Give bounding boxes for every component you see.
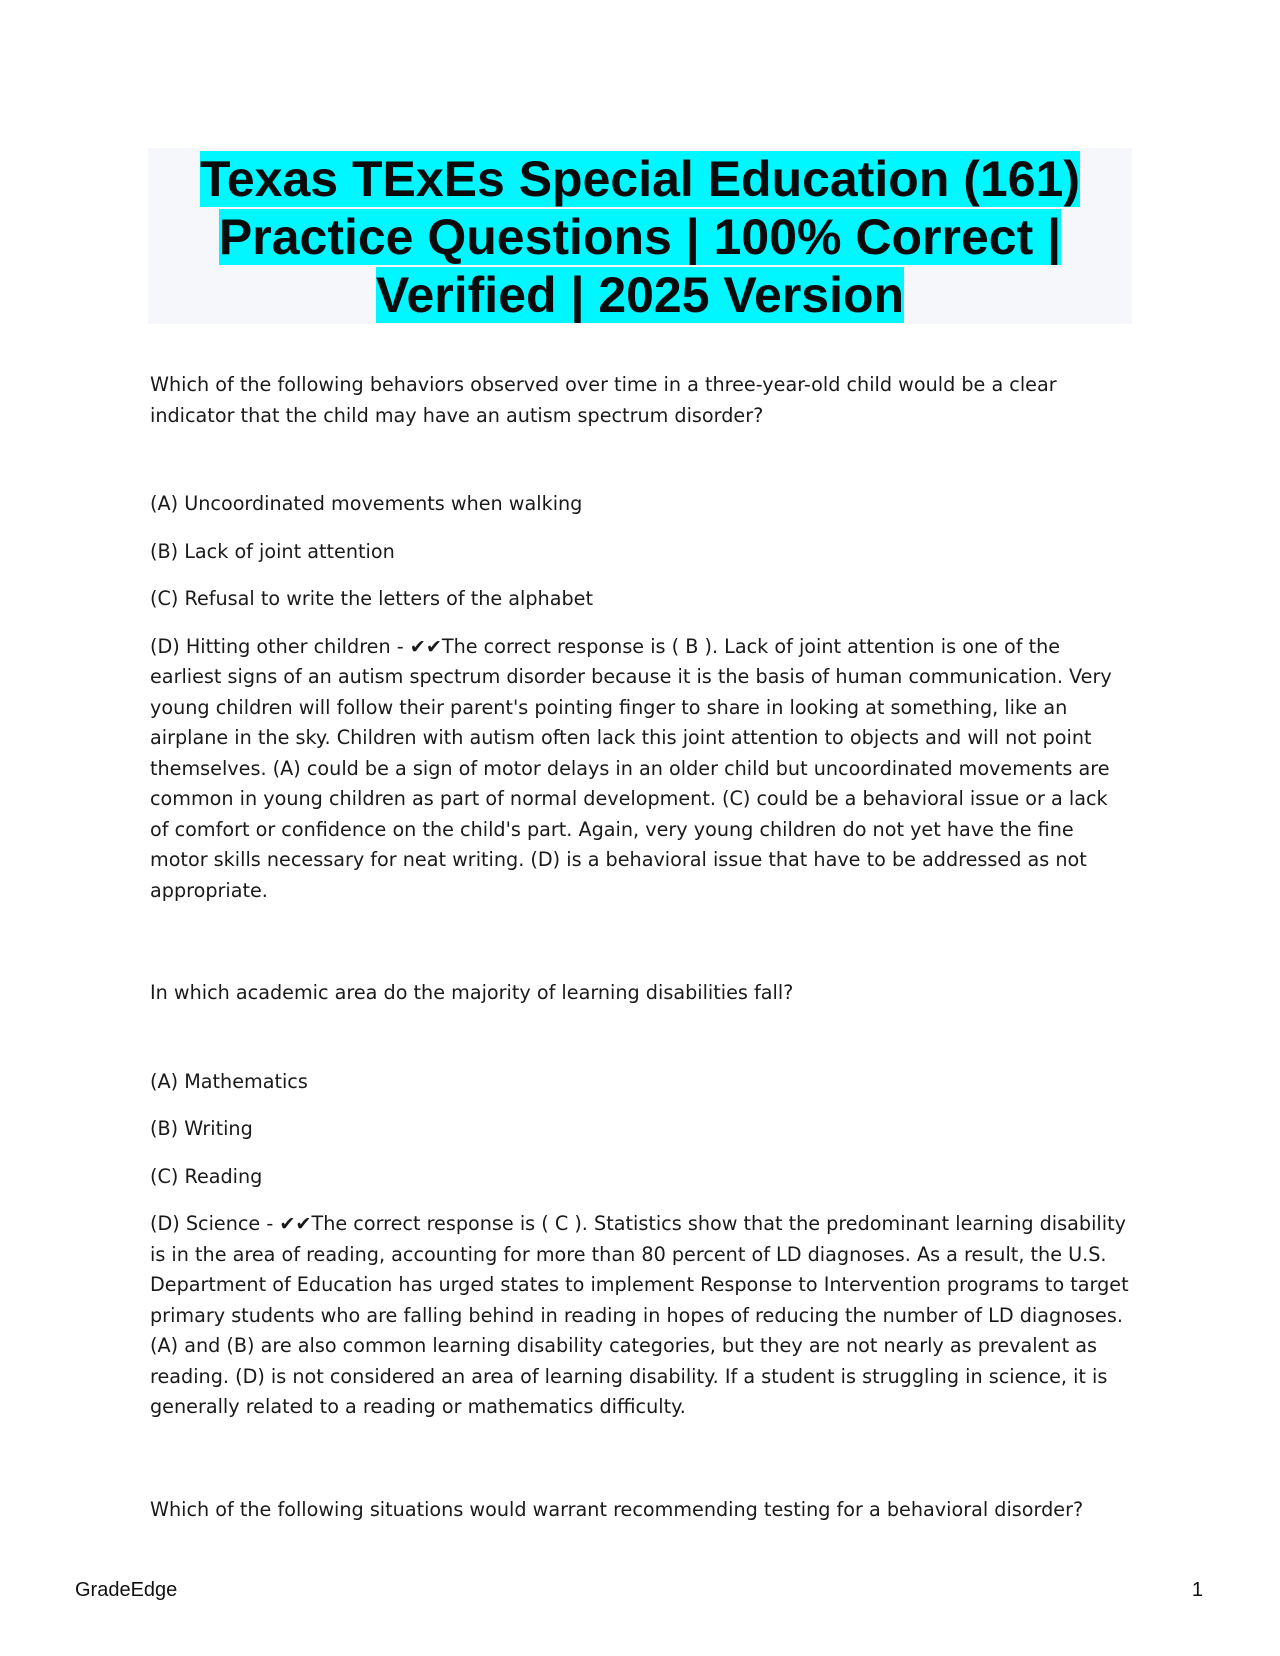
question-2-option-b: (B) Writing	[150, 1117, 253, 1140]
document-title	[148, 148, 1132, 324]
title-line-1: Texas TExEs Special Education (161)	[200, 151, 1080, 207]
question-1-text: Which of the following behaviors observed over time in a three-year-old child would be a clear indicator that the child may have an autism spectrum disorder?	[150, 373, 1057, 427]
question-2-text: In which academic area do the majority of learning disabilities fall?	[150, 981, 794, 1004]
document-body	[150, 370, 1130, 1525]
footer-brand: GradeEdge	[75, 1579, 178, 1601]
question-2-option-c: (C) Reading	[150, 1164, 263, 1188]
title-line-3: Verified | 2025 Version	[375, 267, 905, 323]
question-1-option-a: (A) Uncoordinated movements when walking	[150, 492, 583, 515]
spacer	[150, 906, 1130, 978]
spacer	[150, 1423, 1130, 1495]
question-1-answer: (D) Hitting other children - ✔✔The correct response is ( B ). Lack of joint attention is one of the earliest signs of an autism spectrum disorder because it is the basis of human communication. Very young children will follow their parent's pointing finger to share in looking at something, like an airplane in the sky. Children with autism often lack this joint attention to objects and will not point themselves. (A) could be a sign of motor delays in an older child but uncoordinated movements are common in young children as part of normal development. (C) could be a behavioral issue or a lack of comfort or confidence on the child's part. Again, very young children do not yet have the fine motor skills necessary for neat writing. (D) is a behavioral issue that have to be addressed as not appropriate.	[150, 634, 1112, 902]
question-3-text: Which of the following situations would warrant recommending testing for a behavioral disorder?	[150, 1497, 1084, 1521]
title-line-2: Practice Questions | 100% Correct |	[218, 209, 1062, 265]
question-2-option-a: (A) Mathematics	[150, 1069, 308, 1093]
question-1-option-c: (C) Refusal to write the letters of the alphabet	[150, 587, 593, 610]
title-box	[148, 148, 1132, 324]
page-number: 1	[1191, 1579, 1203, 1601]
question-1-option-b: (B) Lack of joint attention	[150, 539, 395, 563]
question-2-answer: (D) Science - ✔✔The correct response is ( C ). Statistics show that the predominant learning disability is in the area of reading, accounting for more than 80 percent of LD diagnoses. As a result, the U.S. Department of Education has urged states to implement Response to Intervention programs to target primary students who are falling behind in reading in hopes of reducing the number of LD diagnoses. (A) and (B) are also common learning disability categories, but they are not nearly as prevalent as reading. (D) is not considered an area of learning disability. If a student is struggling in science, it is generally related to a reading or mathematics difficulty.	[150, 1212, 1129, 1418]
